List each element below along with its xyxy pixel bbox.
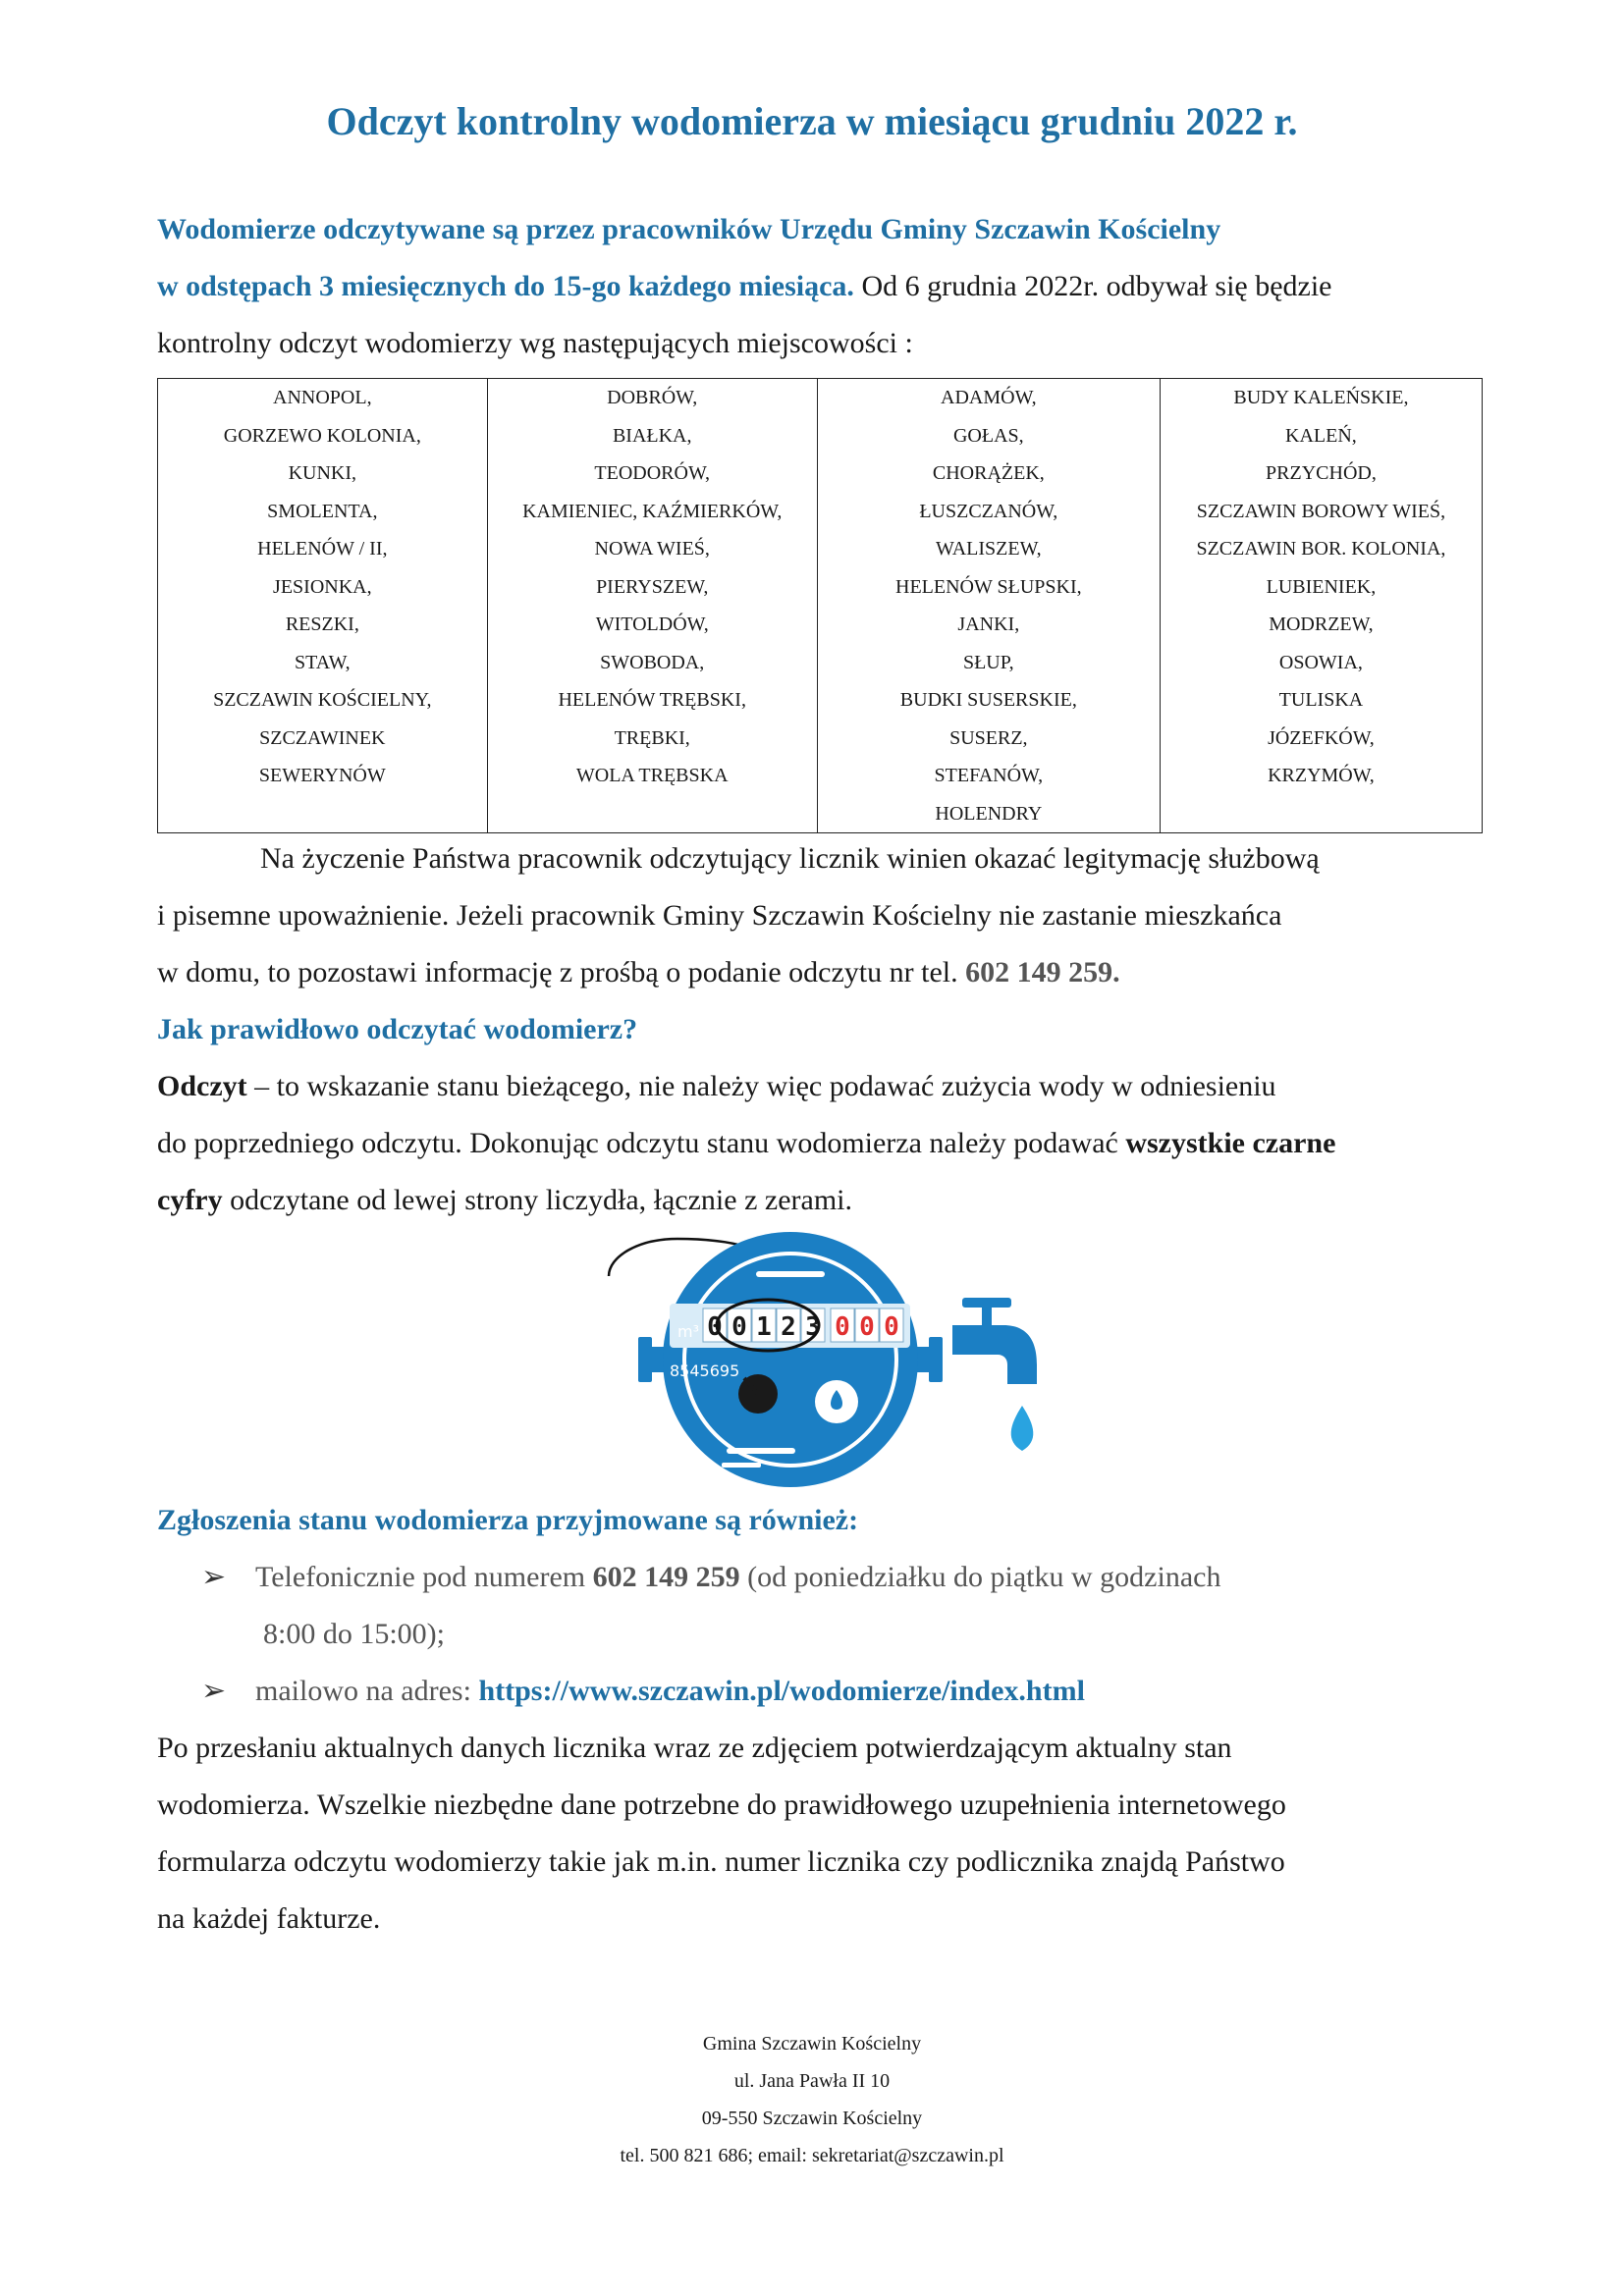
howto-heading: Jak prawidłowo odczytać wodomierz? — [157, 1013, 638, 1045]
counter-digit: 0 — [707, 1312, 723, 1342]
locations-table — [157, 378, 1483, 833]
left-flange — [638, 1337, 652, 1382]
bullet-arrow-icon: ➢ — [201, 1675, 227, 1707]
faucet-stem — [982, 1308, 992, 1325]
location-item: TEODORÓW, — [594, 462, 710, 484]
howto-l3-rest: odczytane od lewej strony liczydła, łącznie z zerami. — [222, 1184, 852, 1216]
location-item: PRZYCHÓD, — [1266, 462, 1377, 484]
locations-column-3 — [817, 379, 1160, 833]
water-drop-icon — [1011, 1406, 1034, 1451]
locations-column-1 — [158, 379, 488, 833]
location-item: ADAMÓW, — [941, 387, 1037, 408]
request-phone: 602 149 259. — [965, 956, 1120, 988]
report-mail-item — [255, 1663, 1492, 1720]
dash-bottom-2 — [722, 1463, 761, 1468]
closing-line2: wodomierza. Wszelkie niezbędne dane potrzebne do prawidłowego uzupełnienia internetowego — [157, 1789, 1286, 1821]
location-item: SZCZAWIN KOŚCIELNY, — [213, 689, 432, 711]
report-phone-pre: Telefonicznie pod numerem — [255, 1561, 593, 1593]
footer-contact: tel. 500 821 686; email: sekretariat@szczawin.pl — [620, 2145, 1004, 2166]
counter-digit: 0 — [731, 1312, 747, 1342]
counter-digit: 2 — [781, 1312, 796, 1342]
howto-l3-bold: cyfry — [157, 1184, 223, 1216]
reports-heading: Zgłoszenia stanu wodomierza przyjmowane są również: — [157, 1504, 859, 1536]
location-item: PIERYSZEW, — [596, 575, 709, 598]
location-item: GOŁAS, — [952, 424, 1024, 447]
location-item: JÓZEFKÓW, — [1268, 726, 1375, 749]
closing-line3: formularza odczytu wodomierzy takie jak m.in. numer licznika czy podlicznika znajdą Państwo — [157, 1845, 1285, 1878]
howto-section — [157, 1001, 1492, 1229]
intro-line2-bold: w odstępach 3 miesięcznych do 15-go każdego miesiąca. — [157, 270, 854, 302]
location-item: JANKI, — [957, 614, 1020, 635]
report-phone-post: (od poniedziałku do piątku w godzinach — [739, 1561, 1221, 1593]
howto-l1-rest: – to wskazanie stanu bieżącego, nie należy więc podawać zużycia wody w odniesieniu — [246, 1070, 1276, 1102]
location-item: WALISZEW, — [936, 538, 1042, 560]
request-paragraph — [157, 830, 1492, 1001]
location-item: STEFANÓW, — [934, 765, 1044, 786]
location-item: SWOBODA, — [600, 651, 705, 673]
howto-l2-rest: do poprzedniego odczytu. Dokonując odczytu stanu wodomierza należy podawać — [157, 1127, 1126, 1159]
footer-city: 09-550 Szczawin Kościelny — [701, 2108, 923, 2129]
counter-digits — [703, 1308, 903, 1342]
intro-paragraph — [157, 201, 1492, 372]
location-item: RESZKI, — [285, 614, 359, 635]
report-phone-number: 602 149 259 — [592, 1561, 740, 1593]
location-item: KALEŃ, — [1285, 424, 1357, 447]
location-item: KUNKI, — [288, 462, 357, 484]
howto-l2-bold: wszystkie czarne — [1125, 1127, 1336, 1159]
location-item: SZCZAWIN BOR. KOLONIA, — [1196, 538, 1446, 560]
location-item: OSOWIA, — [1278, 651, 1363, 673]
footer — [0, 2025, 1624, 2174]
location-item: DOBRÓW, — [607, 387, 698, 408]
location-item: SUSERZ, — [949, 726, 1028, 749]
footer-street: ul. Jana Pawła II 10 — [733, 2070, 891, 2092]
location-item: SEWERYNÓW — [258, 765, 386, 786]
location-item: SZCZAWINEK — [259, 726, 386, 749]
closing-paragraph — [157, 1720, 1492, 1948]
counter-digit: 3 — [805, 1312, 821, 1342]
request-line2: i pisemne upoważnienie. Jeżeli pracownik Gminy Szczawin Kościelny nie zastanie mieszkańca — [157, 899, 1282, 932]
water-meter-illustration — [579, 1217, 1051, 1502]
counter-digit: 0 — [859, 1312, 875, 1342]
location-item: SŁUP, — [962, 651, 1014, 673]
closing-line4: na każdej fakturze. — [157, 1902, 381, 1935]
location-item: SMOLENTA, — [267, 500, 378, 522]
footer-org: Gmina Szczawin Kościelny — [702, 2033, 922, 2055]
counter-digit: 0 — [884, 1312, 899, 1342]
counter-digit: 1 — [756, 1312, 772, 1342]
location-item: BIAŁKA, — [612, 424, 692, 447]
location-item: HOLENDRY — [935, 802, 1043, 825]
location-item: KAMIENIEC, KAŹMIERKÓW, — [522, 500, 783, 522]
location-item: NOWA WIEŚ, — [594, 538, 710, 560]
right-flange — [929, 1337, 943, 1382]
location-item: TRĘBKI, — [614, 726, 690, 749]
location-item: WOLA TRĘBSKA — [575, 765, 729, 786]
location-item: HELENÓW / II, — [257, 538, 388, 560]
unit-label: m³ — [677, 1322, 699, 1341]
intro-line1: Wodomierze odczytywane są przez pracowników Urzędu Gminy Szczawin Kościelny — [157, 213, 1221, 245]
location-item: MODRZEW, — [1269, 614, 1374, 635]
location-item: ŁUSZCZANÓW, — [919, 500, 1058, 522]
faucet-handle — [962, 1298, 1011, 1308]
serial-number: 8545695 — [670, 1362, 740, 1380]
location-item: HELENÓW TRĘBSKI, — [558, 689, 746, 711]
report-phone-hours: 8:00 do 15:00); — [263, 1618, 445, 1650]
dash-bottom-1 — [727, 1448, 795, 1454]
location-item: CHORĄŻEK, — [932, 462, 1045, 484]
page-title: Odczyt kontrolny wodomierza w miesiącu grudniu 2022 r. — [326, 99, 1298, 143]
locations-column-2 — [487, 379, 817, 833]
location-item: BUDY KALEŃSKIE, — [1233, 387, 1409, 408]
faucet-icon — [952, 1325, 1037, 1384]
location-item: LUBIENIEK, — [1266, 575, 1377, 598]
intro-line3: kontrolny odczyt wodomierzy wg następujących miejscowości : — [157, 327, 913, 359]
location-item: HELENÓW SŁUPSKI, — [895, 575, 1082, 598]
intro-line2-rest: Od 6 grudnia 2022r. odbywał się będzie — [853, 270, 1332, 302]
location-item: KRZYMÓW, — [1268, 765, 1375, 786]
bullet-arrow-icon: ➢ — [201, 1561, 227, 1593]
request-line1: Na życzenie Państwa pracownik odczytujący licznik winien okazać legitymację służbową — [260, 842, 1320, 875]
location-item: SZCZAWIN BOROWY WIEŚ, — [1196, 500, 1446, 522]
location-item: GORZEWO KOLONIA, — [223, 424, 421, 447]
location-item: JESIONKA, — [273, 575, 372, 598]
report-mail-link[interactable]: https://www.szczawin.pl/wodomierze/index.html — [478, 1675, 1085, 1707]
location-item: STAW, — [295, 651, 351, 673]
report-phone-item — [255, 1549, 1492, 1663]
locations-column-4 — [1160, 379, 1482, 833]
location-item: ANNOPOL, — [273, 387, 372, 408]
closing-line1: Po przesłaniu aktualnych danych licznika wraz ze zdjęciem potwierdzającym aktualny stan — [157, 1732, 1232, 1764]
request-line3: w domu, to pozostawi informację z prośbą o podanie odczytu nr tel. — [157, 956, 966, 988]
report-mail-pre: mailowo na adres: — [255, 1675, 479, 1707]
location-item: TULISKA — [1278, 689, 1364, 711]
dash-top — [756, 1271, 825, 1277]
howto-l1-bold: Odczyt — [157, 1070, 247, 1102]
location-item: BUDKI SUSERSKIE, — [899, 689, 1077, 711]
counter-digit: 0 — [835, 1312, 850, 1342]
location-item: WITOLDÓW, — [595, 614, 709, 635]
